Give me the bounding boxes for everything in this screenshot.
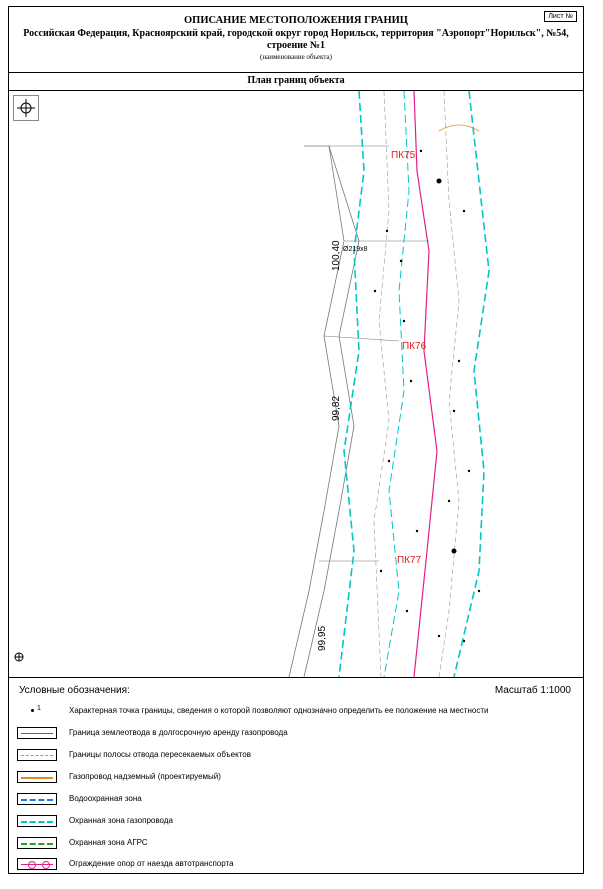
legend-item-label: Газопровод надземный (проектируемый) <box>69 772 221 781</box>
legend-swatch <box>17 727 57 739</box>
legend-item <box>17 837 577 851</box>
lease-boundary-line <box>414 91 437 677</box>
pipe-diameter-label: Ø219х8 <box>343 246 368 253</box>
legend-item <box>17 727 577 741</box>
legend-item-label: Ограждение опор от наезда автотранспорта <box>69 859 234 868</box>
picket-label: ПК75 <box>391 150 416 161</box>
picket-label: ПК76 <box>402 341 427 352</box>
plan-title: План границ объекта <box>9 72 583 91</box>
map-drawing <box>9 91 583 677</box>
legend-swatch <box>17 793 57 805</box>
gas-zone-line <box>454 91 489 677</box>
legend-item: 1 Характерная точка границы, сведения о которой позволяют однозначно определить ее положение на местности <box>17 705 577 719</box>
boundary-plan-map[interactable] <box>9 91 583 678</box>
legend-item <box>17 749 577 763</box>
legend-item <box>17 815 577 829</box>
legend-item-label: Охранная зона АГРС <box>69 838 148 847</box>
object-address: Российская Федерация, Красноярский край, городской округ город Норильск, территория "Аэропорт"Норильск", №54, строение №1 <box>23 28 569 51</box>
picket-label: ПК77 <box>397 555 422 566</box>
distance-label: 99,95 <box>317 625 328 651</box>
legend-title: Условные обозначения: <box>19 685 130 696</box>
row-line <box>439 91 459 677</box>
point-symbol-icon <box>31 709 34 712</box>
legend-swatch <box>17 749 57 761</box>
gas-zone-line <box>384 91 409 677</box>
address-note: (наименование объекта) <box>260 53 332 61</box>
legend-item-label: Характерная точка границы, сведения о которой позволяют однозначно определить ее положение на местности <box>69 706 489 715</box>
legend-item <box>17 858 577 872</box>
document-header <box>9 7 583 73</box>
row-line <box>374 91 389 677</box>
compass-icon[interactable] <box>13 95 39 121</box>
legend-item-label: Водоохранная зона <box>69 794 142 803</box>
legend-item-label: Охранная зона газопровода <box>69 816 173 825</box>
document-sheet <box>8 6 584 874</box>
legend-item-label: Границы полосы отвода пересекаемых объектов <box>69 750 251 759</box>
gas-zone-line <box>339 91 364 677</box>
distance-label: 99,82 <box>331 395 342 421</box>
document-title: ОПИСАНИЕ МЕСТОПОЛОЖЕНИЯ ГРАНИЦ <box>184 15 408 26</box>
legend-swatch <box>17 858 57 870</box>
cross-line <box>324 336 399 341</box>
legend-panel <box>9 677 583 873</box>
legend-swatch <box>17 771 57 783</box>
legend-item <box>17 771 577 785</box>
sheet-number-label: Лист № <box>544 11 577 22</box>
legend-swatch <box>17 837 57 849</box>
legend-swatch <box>17 815 57 827</box>
map-scale: Масштаб 1:1000 <box>494 685 571 696</box>
distance-label: 100,40 <box>331 240 342 271</box>
characteristic-points <box>374 150 480 642</box>
legend-item-label: Граница землеотвода в долгосрочную аренду газопровода <box>69 728 288 737</box>
legend-item <box>17 793 577 807</box>
